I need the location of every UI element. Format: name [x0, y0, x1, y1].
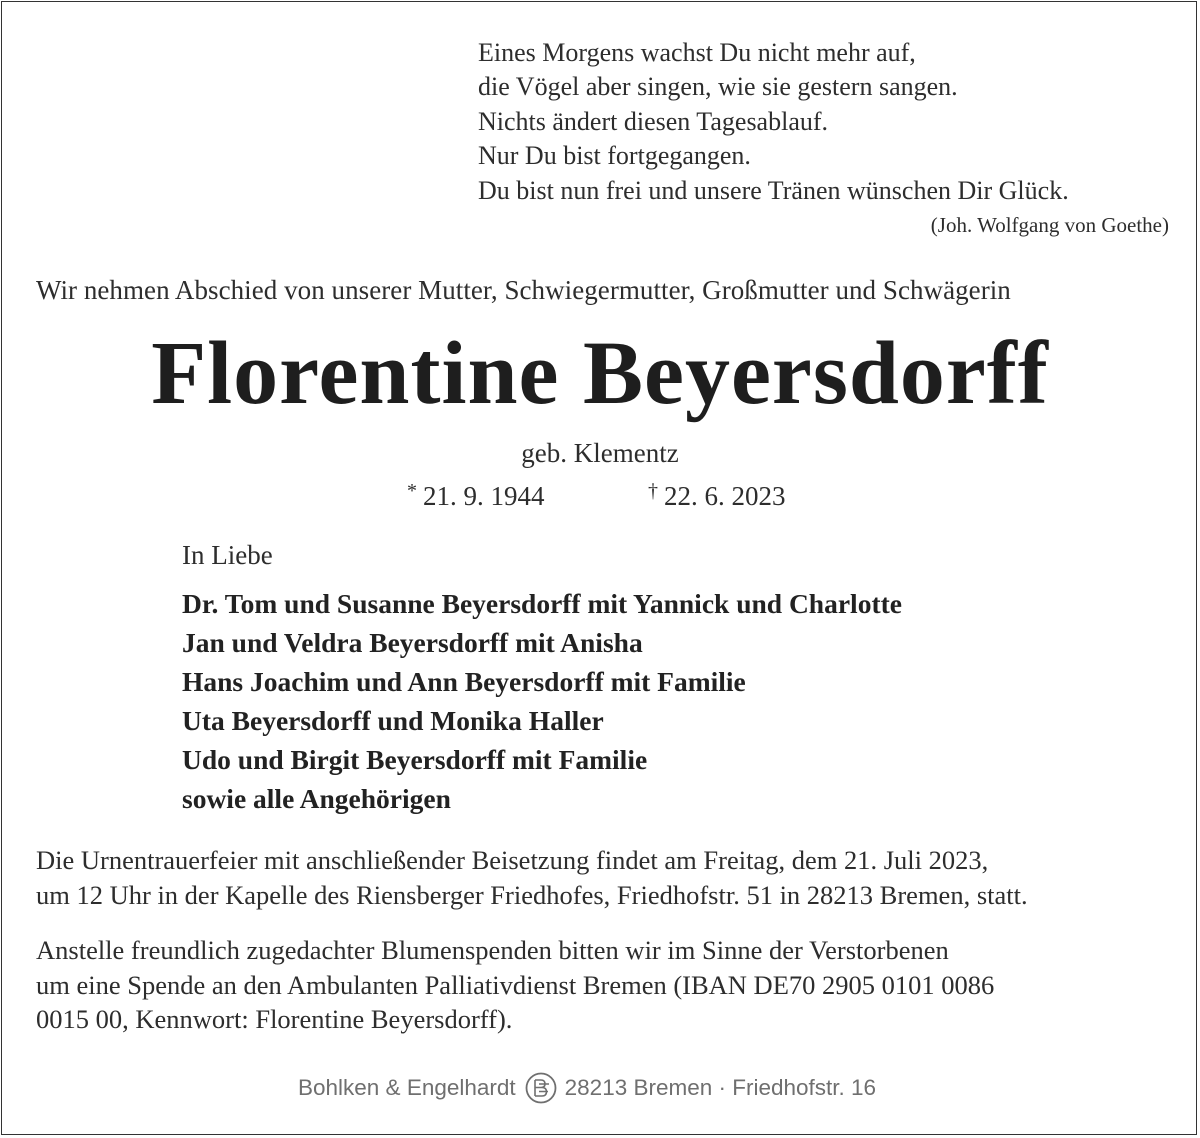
birth-symbol: * — [407, 480, 417, 502]
mourner-entry: Dr. Tom und Susanne Beyersdorff mit Yannick und Charlotte — [182, 588, 902, 619]
obituary-notice — [1, 1, 1197, 1135]
death-date-block — [648, 480, 786, 512]
poem-attribution: (Joh. Wolfgang von Goethe) — [930, 213, 1169, 238]
ceremony-paragraph — [36, 843, 1171, 912]
poem-line: Du bist nun frei und unsere Tränen wünschen Dir Glück. — [478, 175, 1069, 205]
death-date: 22. 6. 2023 — [664, 481, 786, 511]
donation-line: um eine Spende an den Ambulanten Palliativdienst Bremen (IBAN DE70 2905 0101 0086 — [36, 969, 995, 1000]
mourner-entry: Jan und Veldra Beyersdorff mit Anisha — [182, 627, 643, 658]
mourner-entry: Hans Joachim und Ann Beyersdorff mit Familie — [182, 666, 746, 697]
poem-line: Eines Morgens wachst Du nicht mehr auf, — [478, 38, 916, 67]
donation-line: 0015 00, Kennwort: Florentine Beyersdorff). — [36, 1004, 513, 1035]
maiden-name: geb. Klementz — [521, 438, 679, 468]
be-monogram-icon — [525, 1072, 557, 1104]
funeral-home-address: 28213 Bremen · Friedhofstr. 16 — [564, 1075, 877, 1100]
death-symbol: † — [648, 480, 658, 502]
poem-line: die Vögel aber singen, wie sie gestern sangen. — [478, 72, 958, 102]
poem — [478, 36, 1178, 240]
poem-line: Nichts ändert diesen Tagesablauf. — [478, 106, 829, 136]
funeral-home-footer — [298, 1070, 876, 1106]
mourner-entry: Udo und Birgit Beyersdorff mit Familie — [182, 744, 648, 775]
farewell-intro: Wir nehmen Abschied von unserer Mutter, Schwiegermutter, Großmutter und Schwägerin — [36, 275, 1011, 305]
poem-line: Nur Du bist fortgegangen. — [478, 141, 751, 171]
mourners-list — [182, 584, 902, 818]
ceremony-line: um 12 Uhr in der Kapelle des Riensberger Friedhofes, Friedhofstr. 51 in 28213 Bremen, statt. — [36, 879, 1028, 910]
birth-date-block — [407, 480, 545, 512]
donation-paragraph — [36, 933, 1171, 1037]
ceremony-line: Die Urnentrauerfeier mit anschließender Beisetzung findet am Freitag, dem 21. Juli 2023, — [36, 845, 989, 875]
donation-line: Anstelle freundlich zugedachter Blumenspenden bitten wir im Sinne der Verstorbenen — [36, 935, 949, 965]
funeral-home-name: Bohlken & Engelhardt — [298, 1075, 516, 1100]
mourner-entry: sowie alle Angehörigen — [182, 783, 451, 814]
deceased-name: Florentine Beyersdorff — [151, 324, 1049, 423]
mourners-heading: In Liebe — [182, 540, 273, 570]
mourner-entry: Uta Beyersdorff und Monika Haller — [182, 705, 604, 736]
birth-date: 21. 9. 1944 — [423, 481, 545, 511]
